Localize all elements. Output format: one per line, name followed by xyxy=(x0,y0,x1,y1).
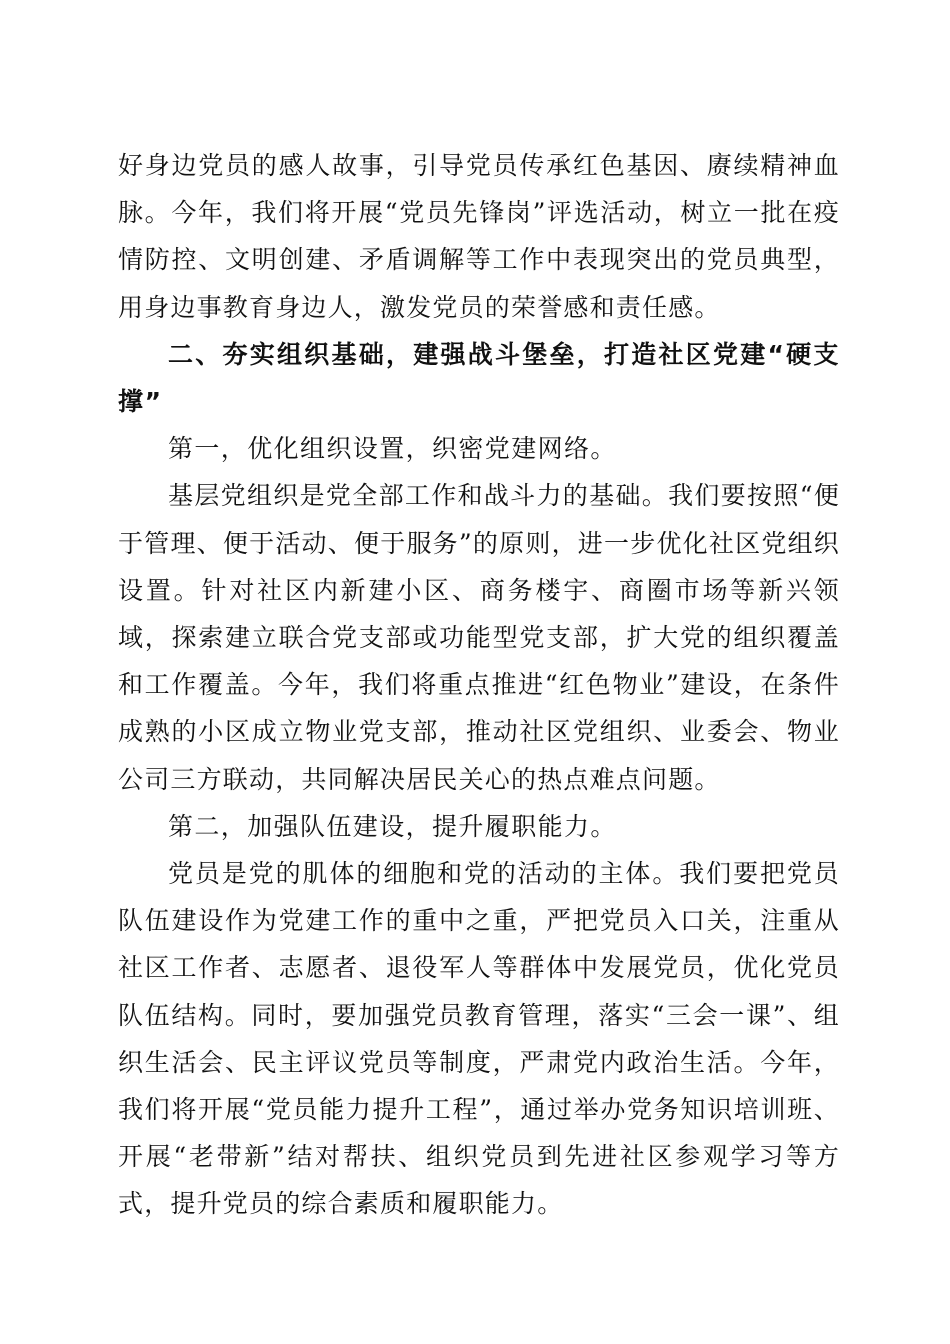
paragraph-organization: 基层党组织是党全部工作和战斗力的基础。我们要按照“便于管理、便于活动、便于服务”的原则，进一步优化社区党组织设置。针对社区内新建小区、商务楼宇、商圈市场等新兴领域，探索建立联合党支部或功能型党支部，扩大党的组织覆盖和工作覆盖。今年，我们将重点推进“红色物业”建设，在条件成熟的小区成立物业党支部，推动社区党组织、业委会、物业公司三方联动，共同解决居民关心的热点难点问题。 xyxy=(118,481,840,794)
subsection-heading-2: 第二，加强队伍建设，提升履职能力。 xyxy=(168,811,617,841)
section-heading: 二、夯实组织基础，建强战斗堡垒，打造社区党建“硬支撑” xyxy=(118,339,840,417)
document-page xyxy=(118,142,840,1228)
subsection-heading-1: 第一，优化组织设置，织密党建网络。 xyxy=(168,434,617,464)
paragraph-team-building: 党员是党的肌体的细胞和党的活动的主体。我们要把党员队伍建设作为党建工作的重中之重，严把党员入口关，注重从社区工作者、志愿者、退役军人等群体中发展党员，优化党员队伍结构。同时，要加强党员教育管理，落实“三会一课”、组织生活会、民主评议党员等制度，严肃党内政治生活。今年，我们将开展“党员能力提升工程”，通过举办党务知识培训班、开展“老带新”结对帮扶、组织党员到先进社区参观学习等方式，提升党员的综合素质和履职能力。 xyxy=(118,859,840,1219)
paragraph-continued: 好身边党员的感人故事，引导党员传承红色基因、赓续精神血脉。今年，我们将开展“党员先锋岗”评选活动，树立一批在疫情防控、文明创建、矛盾调解等工作中表现突出的党员典型，用身边事教育身边人，激发党员的荣誉感和责任感。 xyxy=(118,151,840,322)
